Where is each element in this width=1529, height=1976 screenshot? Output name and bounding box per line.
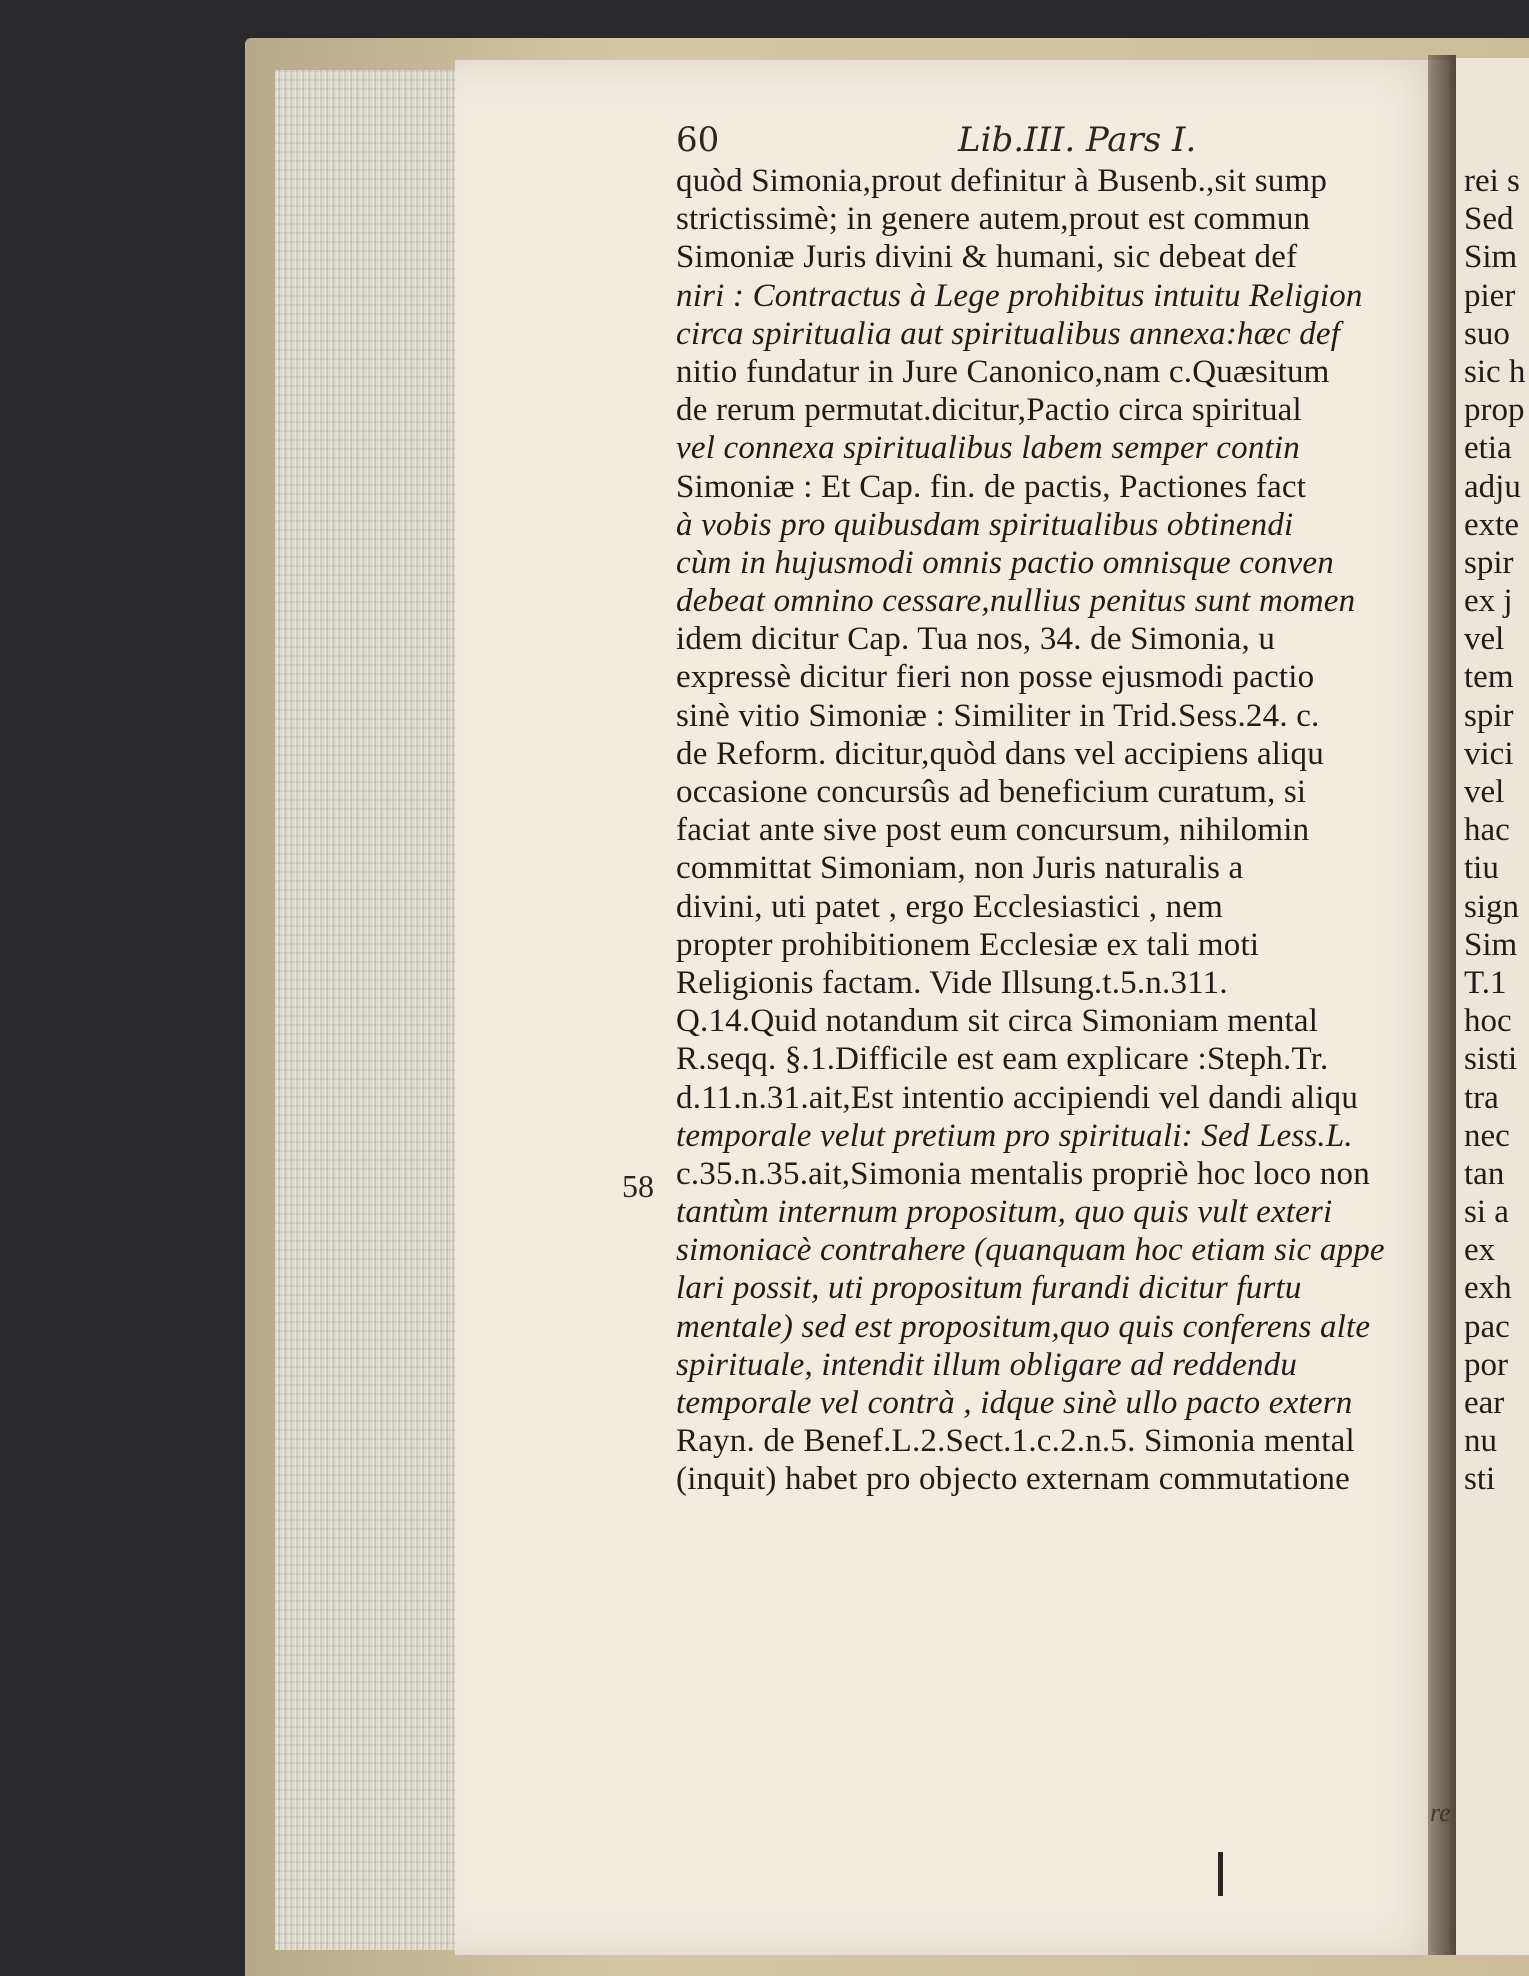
text-line: circa spiritualia aut spiritualibus annexa:hæc def [676, 315, 1341, 352]
text-line: à vobis pro quibusdam spiritualibus obtinendi [676, 506, 1294, 543]
text-line: idem dicitur Cap. Tua nos, 34. de Simonia, u [676, 621, 1276, 658]
text-line: d.11.n.31.ait,Est intentio accipiendi vel dandi aliqu [676, 1079, 1359, 1116]
facing-text-line: si a [1464, 1194, 1509, 1231]
text-line: divini, uti patet , ergo Ecclesiastici , nem [676, 888, 1224, 925]
facing-text-line: ear [1464, 1385, 1505, 1421]
facing-text-line: tra [1464, 1079, 1499, 1116]
text-line: committat Simoniam, non Juris naturalis a [676, 850, 1244, 887]
facing-text-line: sti [1464, 1461, 1496, 1498]
facing-text-line: tan [1464, 1155, 1505, 1192]
text-line: strictissimè; in genere autem,prout est commun [676, 201, 1311, 238]
facing-text-line: pier [1464, 277, 1516, 314]
margin-number: 58 [622, 1168, 654, 1204]
facing-text-line: spir [1464, 544, 1514, 581]
text-line: c.35.n.35.ait,Simonia mentalis propriè hoc loco non [676, 1155, 1370, 1192]
facing-text-line: Sim [1464, 239, 1518, 276]
text-line: Simoniæ Juris divini & humani, sic debeat def [676, 239, 1298, 276]
facing-text-line: ex [1464, 1232, 1496, 1269]
text-line: occasione concursûs ad beneficium curatum, si [676, 774, 1307, 810]
text-line: simoniacè contrahere (quanquam hoc etiam sic appe [676, 1232, 1385, 1269]
facing-text-line: etia [1464, 430, 1512, 467]
facing-text-line: spir [1464, 697, 1514, 734]
text-line: cùm in hujusmodi omnis pactio omnisque conven [676, 544, 1334, 581]
facing-text-line: T.1 [1464, 964, 1507, 1001]
facing-page-text [1456, 162, 1525, 1499]
facing-text-line: vici [1464, 735, 1514, 772]
facing-text-line: pac [1464, 1308, 1510, 1345]
facing-text-line: vel [1464, 621, 1505, 658]
text-line: expressè dicitur fieri non posse ejusmodi pactio [676, 659, 1315, 696]
text-line: spirituale, intendit illum obligare ad reddendu [676, 1346, 1298, 1383]
text-line: (inquit) habet pro objecto externam commutatione [676, 1461, 1350, 1498]
facing-text-line: suo [1464, 315, 1510, 352]
facing-text-line: nu [1464, 1423, 1497, 1460]
text-line: R.seqq. §.1.Difficile est eam explicare :Steph.Tr. [676, 1041, 1329, 1078]
facing-text-line: por [1464, 1346, 1508, 1383]
text-line: de Reform. dicitur,quòd dans vel accipiens aliqu [676, 735, 1324, 772]
facing-text-line: sign [1464, 888, 1520, 925]
facing-text-line: hac [1464, 812, 1510, 849]
text-line: temporale vel contrà , idque sinè ullo pacto extern [676, 1385, 1353, 1421]
text-line: Q.14.Quid notandum sit circa Simoniam mental [676, 1003, 1319, 1040]
text-line: faciat ante sive post eum concursum, nihilomin [676, 812, 1310, 849]
text-line: mentale) sed est propositum,quo quis conferens alte [676, 1308, 1371, 1345]
facing-text-line: prop [1464, 392, 1525, 429]
printer-mark [1218, 1852, 1223, 1896]
text-line: tantùm internum propositum, quo quis vult exteri [676, 1194, 1333, 1231]
text-line: niri : Contractus à Lege prohibitus intuitu Religion [676, 277, 1363, 314]
running-title: Lib.III. Pars I. [958, 120, 1197, 160]
page-number: 60 [676, 120, 720, 160]
facing-text-line: Sed [1464, 201, 1514, 238]
facing-text-line: vel [1464, 774, 1505, 810]
text-line: temporale velut pretium pro spirituali: Sed Less.L. [676, 1117, 1353, 1154]
text-line: lari possit, uti propositum furandi dicitur furtu [676, 1270, 1302, 1307]
text-line: de rerum permutat.dicitur,Pactio circa spiritual [676, 392, 1302, 429]
text-line: Simoniæ : Et Cap. fin. de pactis, Pactiones fact [676, 468, 1307, 505]
gutter-shadow [1428, 55, 1456, 1955]
text-line: nitio fundatur in Jure Canonico,nam c.Quæsitum [676, 353, 1330, 390]
facing-page [1456, 58, 1529, 1955]
text-line: debeat omnino cessare,nullius penitus sunt momen [676, 583, 1356, 620]
facing-text-line: tem [1464, 659, 1514, 696]
facing-text-line: exte [1464, 506, 1519, 543]
text-line: sinè vitio Simoniæ : Similiter in Trid.Sess.24. c. [676, 697, 1320, 734]
facing-text-line: tiu [1464, 850, 1499, 887]
facing-text-line: nec [1464, 1117, 1510, 1154]
facing-text-line: sic h [1464, 353, 1526, 390]
facing-text-line: sisti [1464, 1041, 1518, 1078]
text-line: propter prohibitionem Ecclesiæ ex tali moti [676, 926, 1260, 963]
facing-text-line: rei s [1464, 163, 1520, 199]
facing-text-line: hoc [1464, 1003, 1512, 1040]
page-edges [275, 70, 480, 1950]
body-text [676, 162, 1436, 1802]
facing-text-line: ex j [1464, 583, 1513, 620]
facing-text-line: adju [1464, 468, 1521, 505]
text-line: Religionis factam. Vide Illsung.t.5.n.311. [676, 964, 1228, 1001]
text-line: Rayn. de Benef.L.2.Sect.1.c.2.n.5. Simonia mental [676, 1423, 1355, 1460]
facing-text-line: exh [1464, 1270, 1512, 1307]
text-line: vel connexa spiritualibus labem semper contin [676, 430, 1300, 467]
facing-text-line: Sim [1464, 926, 1518, 963]
running-head [676, 120, 1316, 162]
text-line: quòd Simonia,prout definitur à Busenb.,sit sump [676, 163, 1328, 199]
